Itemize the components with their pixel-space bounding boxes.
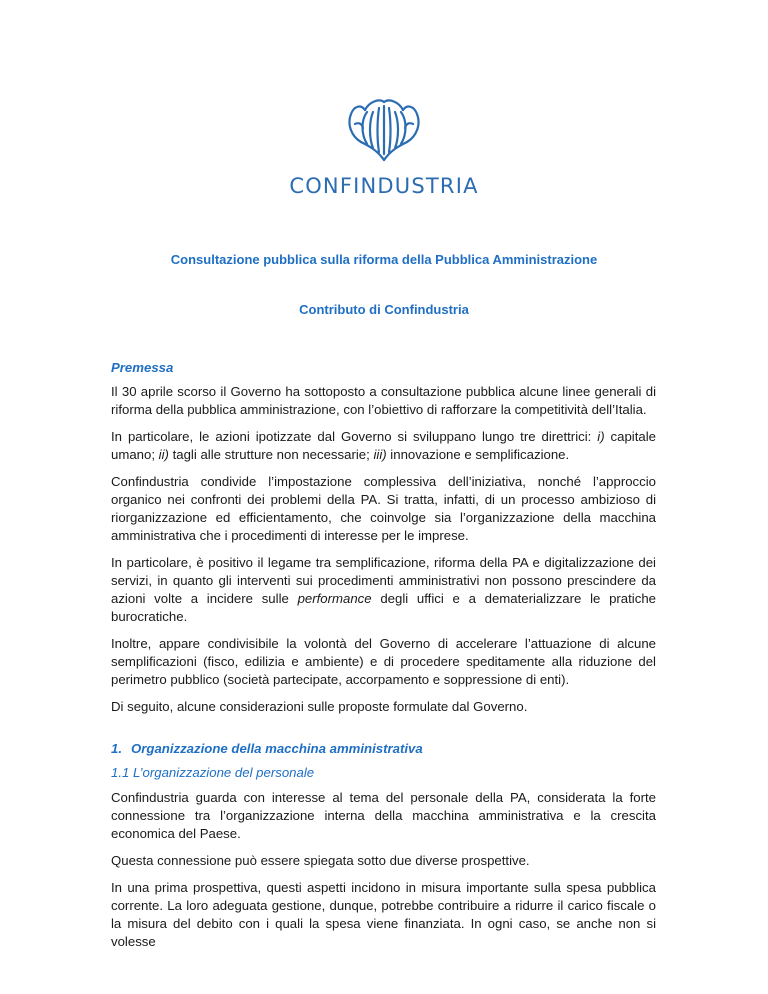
section-1-number: 1. <box>111 741 122 756</box>
premessa-paragraph-6: Di seguito, alcune considerazioni sulle proposte formulate dal Governo. <box>111 699 528 714</box>
p2-text-0: In particolare, le azioni ipotizzate dal Governo si sviluppano lungo tre direttrici: <box>111 429 598 444</box>
premessa-paragraph-2 <box>111 428 656 464</box>
section-spacer <box>111 725 656 740</box>
p2-italic-1: i) <box>597 429 605 444</box>
premessa-paragraph-1: Il 30 aprile scorso il Governo ha sottoposto a consultazione pubblica alcune linee generali di riforma della pubblica amministrazione, con l’obiettivo di rafforzare la competitività dell’Italia. <box>111 384 656 417</box>
section-1-paragraph-2: Questa connessione può essere spiegata sotto due diverse prospettive. <box>111 853 530 868</box>
p4-italic-1: performance <box>297 591 372 606</box>
document-title: Consultazione pubblica sulla riforma della Pubblica Amministrazione <box>170 252 598 267</box>
section-1-title: Organizzazione della macchina amministrativa <box>131 741 423 756</box>
document-body <box>111 359 656 960</box>
p4-text-1: degli uffici e a dematerializzare le pratiche burocratiche. <box>111 591 656 624</box>
premessa-paragraph-4 <box>111 554 656 626</box>
premessa-paragraph-3: Confindustria condivide l’impostazione complessiva dell’iniziativa, nonché l’approccio organico nei confronti dei problemi della PA. Si tratta, infatti, di un processo ambizioso di riorganizzazione ed efficientamento, che coinvolge sia l’organizzazione della macchina amministrativa che i procedimenti di interesse per le imprese. <box>111 474 656 543</box>
section-1-paragraph-1: Confindustria guarda con interesse al tema del personale della PA, considerata la forte connessione tra l’organizzazione interna della macchina amministrativa e la crescita economica del Paese. <box>111 790 656 841</box>
p2-italic-2: ii) <box>158 447 169 462</box>
p2-text-3: innovazione e semplificazione. <box>386 447 570 462</box>
premessa-paragraph-5: Inoltre, appare condivisibile la volontà del Governo di accelerare l’attuazione di alcune semplificazioni (fisco, edilizia e ambiente) e di procedere speditamente alla riduzione del perimetro pubblico (società partecipate, accorpamento e soppressione di enti). <box>111 636 656 687</box>
confindustria-logo <box>0 94 768 198</box>
confindustria-emblem-icon <box>339 94 429 166</box>
section-1-heading <box>111 740 656 758</box>
p2-text-2: tagli alle strutture non necessarie; <box>168 447 374 462</box>
document-subtitle: Contributo di Confindustria <box>299 302 469 317</box>
premessa-heading: Premessa <box>111 360 174 375</box>
logo-wordmark: CONFINDUSTRIA <box>289 174 479 198</box>
p4-text-0: In particolare, è positivo il legame tra semplificazione, riforma della PA e digitalizzazione dei servizi, in quanto gli interventi sui procedimenti amministrativi non possono prescindere da azioni volte a incidere sulle <box>111 555 656 606</box>
section-1-paragraph-3: In una prima prospettiva, questi aspetti incidono in misura importante sulla spesa pubblica corrente. La loro adeguata gestione, dunque, potrebbe contribuire a ridurre il carico fiscale o la misura del debito con i quali la spesa viene finanziata. In ogni caso, se anche non si volesse <box>111 880 656 949</box>
p2-text-1: capitale umano; <box>111 429 656 462</box>
p2-italic-3: iii) <box>373 447 387 462</box>
section-1-1-heading: 1.1 L’organizzazione del personale <box>111 765 315 780</box>
